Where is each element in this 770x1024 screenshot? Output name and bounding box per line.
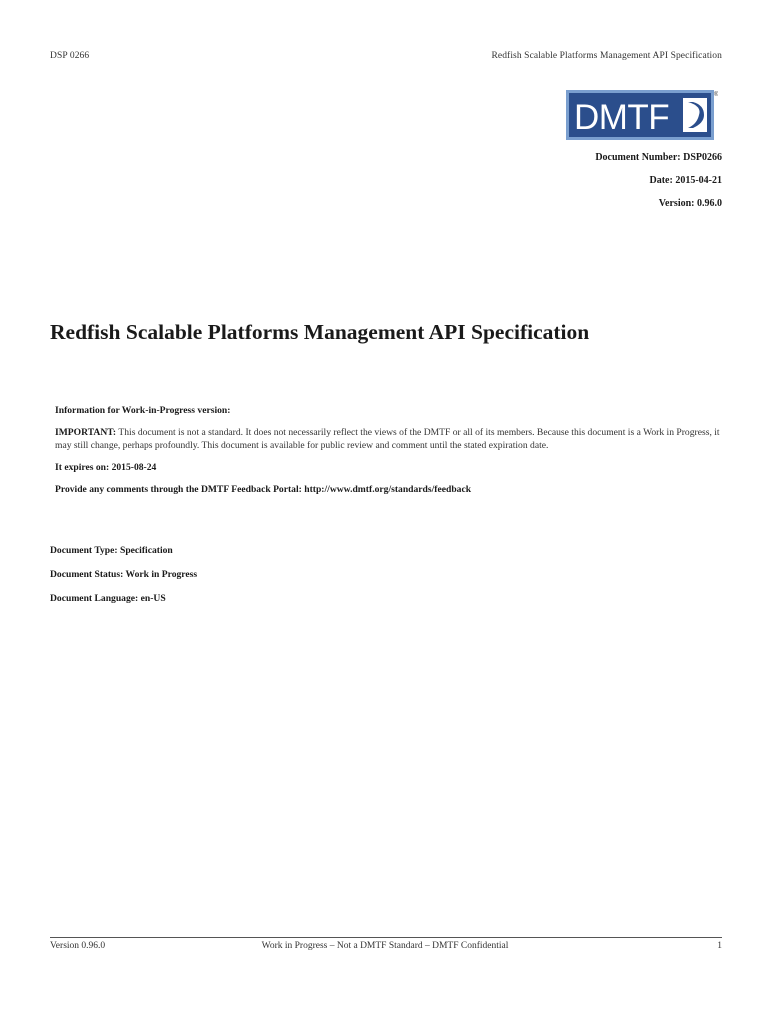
wip-notice [55, 404, 725, 505]
header-doc-id: DSP 0266 [50, 51, 90, 61]
document-type: Document Type: Specification [50, 545, 173, 556]
document-number: Document Number: DSP0266 [595, 152, 722, 163]
footer-rule [50, 937, 722, 938]
dmtf-logo [566, 90, 718, 140]
svg-text:®: ® [714, 92, 718, 98]
wip-feedback: Provide any comments through the DMTF Feedback Portal: http://www.dmtf.org/standards/feedback [55, 484, 472, 495]
page-number: 1 [717, 941, 722, 951]
document-date: Date: 2015-04-21 [649, 175, 722, 186]
document-version: Version: 0.96.0 [658, 198, 722, 209]
wip-important: IMPORTANT: This document is not a standard. It does not necessarily reflect the views of the DMTF or all of its members. Because this document is a Work in Progress, it may still change, perhaps profoundly. This document is available for public review and comment until the stated expiration date. [55, 427, 720, 451]
footer-version: Version 0.96.0 [50, 941, 106, 951]
document-language: Document Language: en-US [50, 593, 166, 604]
document-status: Document Status: Work in Progress [50, 569, 198, 580]
wip-expires: It expires on: 2015-08-24 [55, 462, 157, 473]
svg-text:DMTF: DMTF [574, 98, 670, 137]
header-doc-title: Redfish Scalable Platforms Management API Specification [491, 51, 722, 61]
page-title: Redfish Scalable Platforms Management API Specification [50, 320, 590, 344]
wip-heading: Information for Work-in-Progress version: [55, 405, 231, 416]
footer-confidential: Work in Progress – Not a DMTF Standard – DMTF Confidential [261, 941, 509, 951]
